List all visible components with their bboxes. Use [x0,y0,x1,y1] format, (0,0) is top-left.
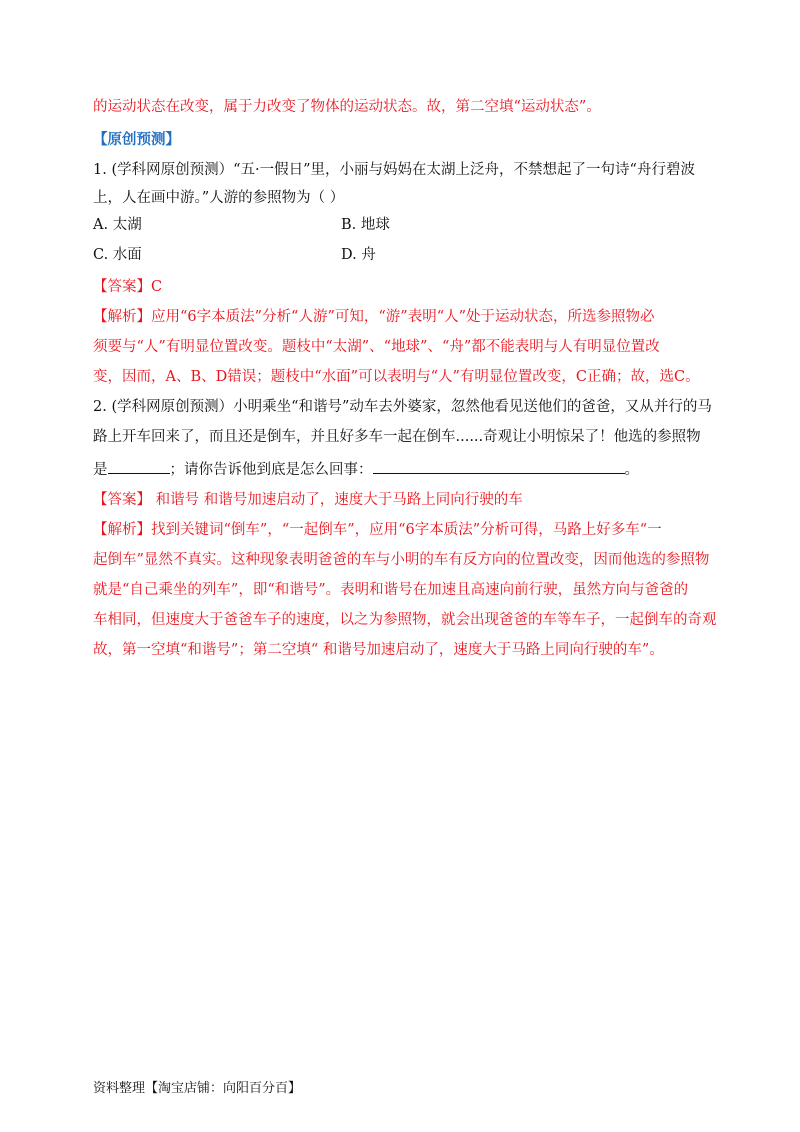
option-b: B. 地球 [341,217,390,233]
explanation-1-line-2: 须要与“人”有明显位置改变。题枝中“太湖”、“地球”、“舟”都不能表明与人有明显位置改 [93,339,660,355]
option-c: C. 水面 [93,247,142,263]
option-a: A. 太湖 [93,217,142,233]
explanation-1-line-1: 【解析】应用“6字本质法”分析“人游”可知，“游”表明“人”处于运动状态，所选参照物必 [93,309,655,325]
answer-blank-2[interactable] [373,459,625,474]
question-2-line-1: 2. (学科网原创预测）小明乘坐“和谐号”动车去外婆家，忽然他看见送他们的爸爸，又从并行的马 [93,399,712,415]
question-2-line-2: 路上开车回来了，而且还是倒车，并且好多车一起在倒车......奇观让小明惊呆了！他选的参照物 [93,429,701,445]
explanation-2-line-2: 起倒车”显然不真实。这种现象表明爸爸的车与小明的车有反方向的位置改变，因而他选的参照物 [93,552,710,568]
answer-2: 【答案】 和谐号 和谐号加速启动了，速度大于马路上同向行驶的车 [93,492,523,508]
explanation-2-line-5: 故，第一空填“和谐号”；第二空填“ 和谐号加速启动了，速度大于马路上同向行驶的车”。 [93,642,664,658]
q2-prefix: 是 [93,462,108,478]
question-2-line-3 [93,459,639,480]
prev-explanation-tail: 的运动状态在改变，属于力改变了物体的运动状态。故，第二空填“运动状态”。 [93,99,601,115]
q2-end: 。 [624,462,639,478]
footer-note: 资料整理【淘宝店铺：向阳百分百】 [93,1081,302,1096]
section-title: 【原创预测】 [93,131,180,148]
q2-middle: ；请你告诉他到底是怎么回事： [169,462,373,478]
question-1-line-2: 上，人在画中游。”人游的参照物为（ ） [93,190,345,206]
question-1-line-1: 1. (学科网原创预测）“五·一假日”里，小丽与妈妈在太湖上泛舟，不禁想起了一句诗“舟行碧波 [93,162,695,178]
answer-1: 【答案】C [93,279,163,295]
explanation-1-line-3: 变，因而，A、B、D错误；题枝中“水面”可以表明与“人”有明显位置改变，C正确；故，选C。 [93,369,700,385]
explanation-2-line-3: 就是“自己乘坐的列车”，即“和谐号”。表明和谐号在加速且高速向前行驶，虽然方向与爸爸的 [93,582,689,598]
explanation-2-line-1: 【解析】找到关键词“倒车”，“一起倒车”，应用“6字本质法”分析可得，马路上好多车“一 [93,522,662,538]
explanation-2-line-4: 车相同，但速度大于爸爸车子的速度，以之为参照物，就会出现爸爸的车等车子，一起倒车的奇观 [93,612,717,628]
answer-blank-1[interactable] [108,459,170,474]
option-d: D. 舟 [341,247,376,263]
